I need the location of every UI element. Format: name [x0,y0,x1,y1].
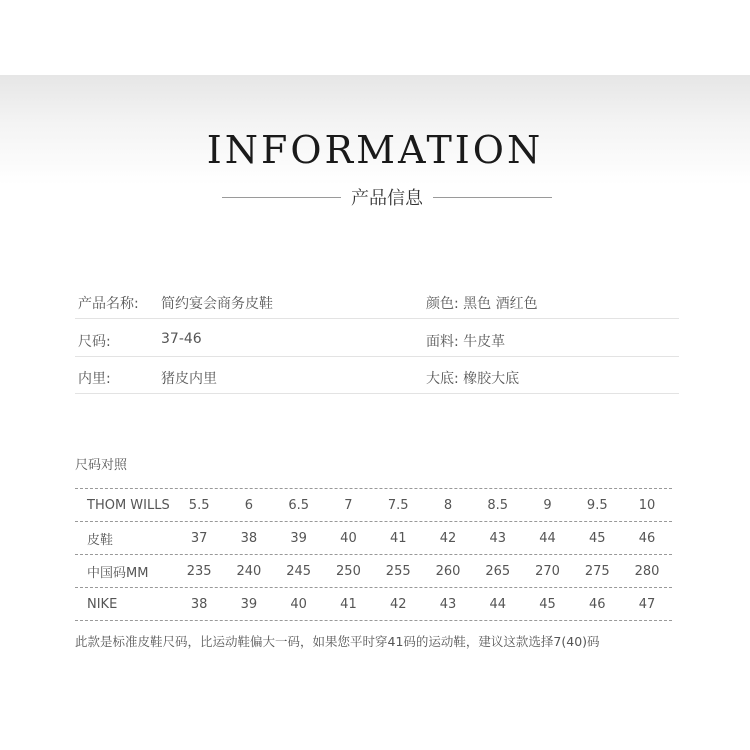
size-chart-cell: 41 [340,596,357,612]
size-chart-cell: 43 [439,596,457,612]
size-chart-cell: 45 [539,596,556,612]
size-chart-table [75,488,672,621]
size-chart-cell: 7 [344,497,353,513]
size-chart-row-label: 中国码MM [87,565,149,581]
size-chart-cell: 235 [186,563,212,579]
size-chart-cell: 47 [638,596,656,612]
info-row-size [75,320,679,357]
size-chart-cell: 275 [584,563,610,579]
size-chart-cell: 10 [638,497,656,513]
size-chart-title: 尺码对照 [75,458,128,473]
page-subtitle: 产品信息 [351,188,423,209]
size-chart-cell: 6 [244,497,254,513]
size-chart-cell: 46 [589,596,606,612]
size-note: 此款是标准皮鞋尺码，比运动鞋偏大一码，如果您平时穿41码的运动鞋，建议这款选择7(40)码 [75,634,600,649]
size-chart-cell: 280 [634,563,660,579]
size-chart-cell: 40 [340,530,357,546]
size-chart-row [75,522,672,555]
subtitle-divider-left [222,197,341,198]
size-chart-cell: 270 [535,563,560,579]
size-chart-cell: 250 [336,563,361,579]
size-chart-cell: 255 [385,563,411,579]
size-chart-row-label: 皮鞋 [87,532,114,548]
info-value: 简约宴会商务皮鞋 [161,296,273,312]
size-chart-cell: 39 [240,596,258,612]
size-chart-cell: 38 [190,596,208,612]
info-label: 尺码: [78,334,111,350]
info-color: 颜色: 黑色 酒红色 [426,296,538,312]
size-chart-cell: 240 [236,563,262,579]
size-chart-cell: 9 [543,497,552,513]
size-chart-cell: 44 [539,530,556,546]
size-chart-row [75,588,672,621]
info-material: 面料: 牛皮革 [426,334,506,350]
size-chart-cell: 265 [485,563,511,579]
size-chart-cell: 5.5 [188,497,210,513]
info-row-product [75,282,679,319]
top-background [0,0,750,75]
size-chart-cell: 39 [290,530,307,546]
info-value: 猪皮内里 [161,371,217,387]
size-chart-cell: 8 [443,497,453,513]
size-chart-cell: 42 [439,530,457,546]
size-chart-cell: 8.5 [487,497,509,513]
size-chart-row-label: THOM WILLS [87,497,170,513]
info-row-lining [75,357,679,394]
info-label: 产品名称: [78,296,139,312]
size-chart-cell: 7.5 [387,497,409,513]
subtitle-row [222,184,552,210]
size-chart-cell: 43 [489,530,507,546]
size-chart-cell: 40 [290,596,307,612]
size-chart-cell: 260 [435,563,461,579]
size-chart-cell: 46 [638,530,656,546]
info-label: 内里: [78,371,111,387]
page-title: INFORMATION [206,128,544,172]
size-chart-cell: 38 [240,530,258,546]
subtitle-divider-right [433,197,552,198]
size-chart-row [75,489,672,522]
size-chart-cell: 41 [389,530,407,546]
size-chart-cell: 44 [489,596,507,612]
size-chart-cell: 42 [389,596,407,612]
size-chart-cell: 9.5 [586,497,608,513]
size-chart-cell: 245 [286,563,312,579]
info-sole: 大底: 橡胶大底 [426,371,520,387]
size-chart-row [75,555,672,588]
size-chart-row-label: NIKE [87,596,118,612]
info-value: 37-46 [161,331,202,347]
size-chart-cell: 37 [190,530,208,546]
size-chart-cell: 45 [589,530,606,546]
size-chart-cell: 6.5 [288,497,310,513]
